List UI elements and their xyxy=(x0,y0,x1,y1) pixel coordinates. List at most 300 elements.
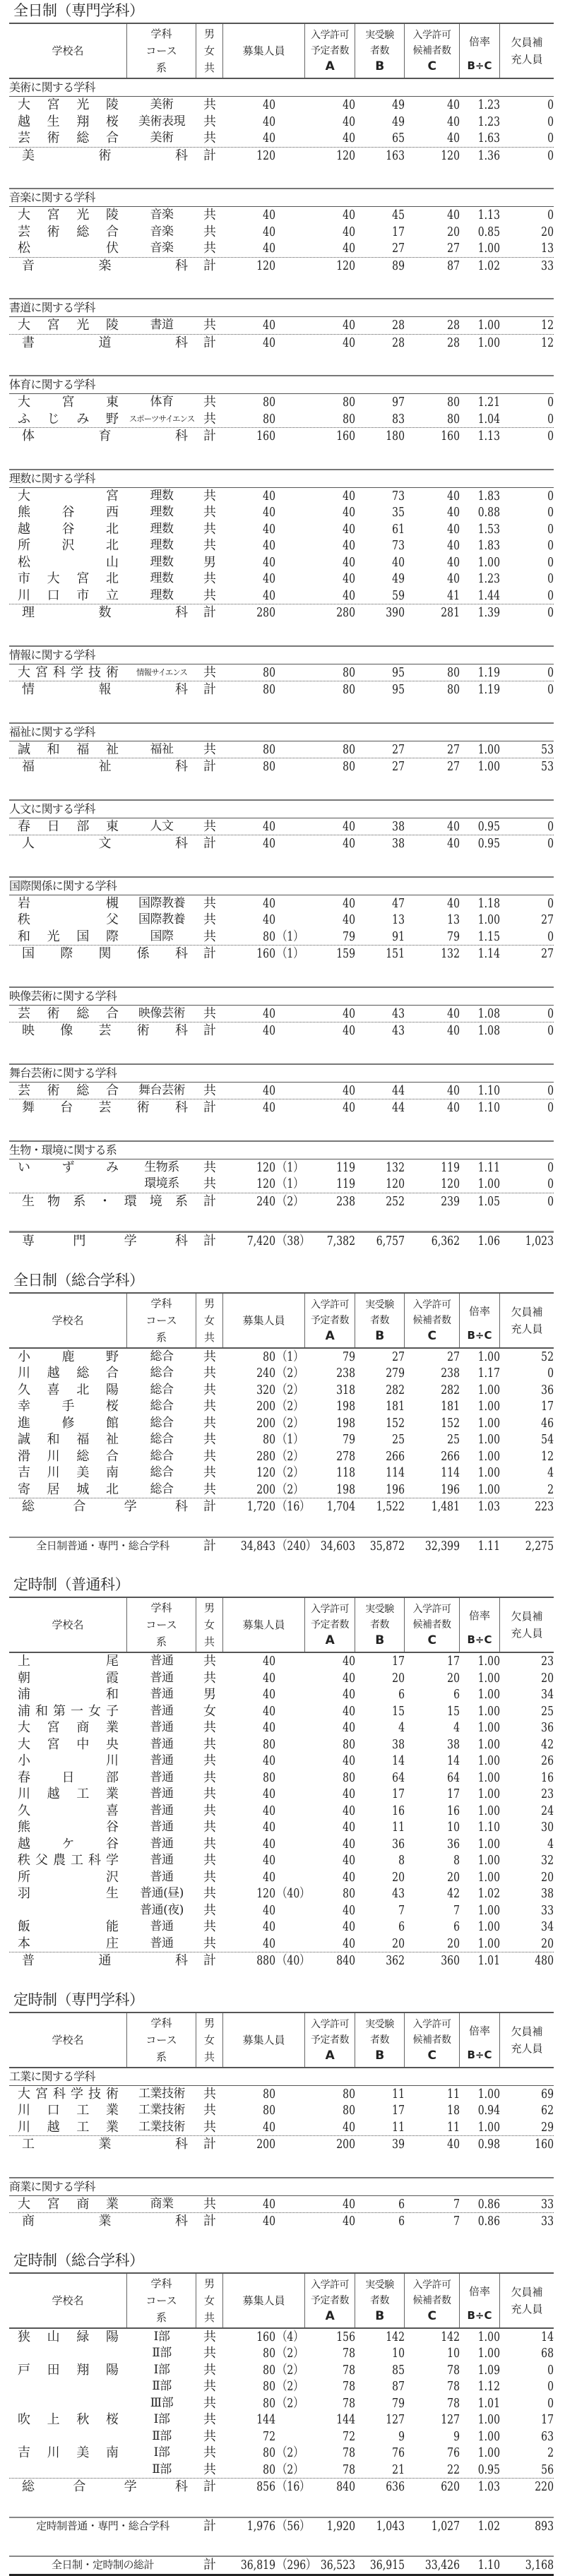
recruit-cell: 200 xyxy=(256,1415,275,1431)
table-row xyxy=(9,2462,554,2479)
course-cell: 普通 xyxy=(150,1919,174,1933)
school-name-char: 吉 xyxy=(18,2445,30,2460)
c-cell: 17 xyxy=(447,1787,460,1801)
school-name-char: 松 xyxy=(18,554,30,570)
ratio-cell: 1.00 xyxy=(477,1853,500,1868)
course-cell: 総合 xyxy=(150,1382,174,1397)
withheld-cell: （40） xyxy=(277,1886,310,1901)
c-cell: 40 xyxy=(447,571,460,586)
school-name xyxy=(9,2345,127,2362)
vac-cell: 0 xyxy=(547,1159,554,1175)
total-label-text: 全日制普通・専門・総合学科 xyxy=(36,1539,170,1552)
course-cell: 音楽 xyxy=(150,224,174,239)
ratio-cell: 1.17 xyxy=(477,1366,500,1381)
c-cell: 40 xyxy=(447,521,460,537)
withheld-cell xyxy=(275,240,299,257)
withheld-cell xyxy=(275,2086,299,2103)
school-name-char: 科 xyxy=(175,148,188,163)
kei-cell: 計 xyxy=(203,1499,216,1514)
school-name-char: 大 xyxy=(18,1720,30,1735)
total-label-text: 定時制普通・専門・総合学科 xyxy=(36,2519,170,2532)
b-cell: 49 xyxy=(392,97,405,112)
b-cell: 39 xyxy=(392,2137,405,2152)
c-cell: 40 xyxy=(447,538,460,553)
withheld-cell xyxy=(275,335,299,352)
header-recruit: 募集人員 xyxy=(223,24,305,78)
c-cell: 13 xyxy=(447,912,460,927)
b-cell: 4 xyxy=(398,1720,405,1735)
c-cell: 27 xyxy=(447,741,460,757)
school-name-char: 陽 xyxy=(105,2329,119,2344)
course-cell: 普通 xyxy=(150,1703,174,1718)
vac-cell: 0 xyxy=(547,148,554,163)
withheld-cell xyxy=(275,1099,299,1116)
total-row xyxy=(9,1537,554,1555)
c-cell: 28 xyxy=(447,318,460,333)
kei-cell: 計 xyxy=(203,1953,216,1968)
total-label xyxy=(9,258,196,275)
school-name-char: 和 xyxy=(18,929,30,944)
recruit-cell: 7,420 xyxy=(246,1234,275,1248)
withheld-cell xyxy=(275,428,299,445)
header-course: 学科 コース 系 xyxy=(127,1294,196,1347)
kei-cell: 計 xyxy=(203,148,216,163)
withheld-cell: （2） xyxy=(277,2395,304,2411)
school-name xyxy=(9,2428,127,2445)
total-row xyxy=(9,2478,554,2496)
school-name xyxy=(9,741,127,758)
school-name-char: 霞 xyxy=(106,1670,119,1686)
school-name-char: 川 xyxy=(106,1753,119,1768)
table-row xyxy=(9,1448,554,1465)
ratio-cell: 1.21 xyxy=(477,395,500,410)
school-name xyxy=(9,818,127,835)
table-row xyxy=(9,2395,554,2412)
school-name xyxy=(9,1415,127,1432)
withheld-cell: （296） xyxy=(277,2558,316,2572)
school-name xyxy=(9,554,127,571)
withheld-cell xyxy=(275,588,299,604)
vac-cell: 16 xyxy=(541,1770,554,1785)
withheld-cell: （1） xyxy=(277,1159,304,1175)
vac-cell: 33 xyxy=(541,2196,554,2212)
table-row xyxy=(9,2445,554,2462)
c-cell: 80 xyxy=(447,411,460,427)
vac-cell: 2 xyxy=(547,1481,554,1497)
withheld-cell: （1） xyxy=(277,946,304,961)
school-name xyxy=(9,1803,127,1820)
school-name-char: 幸 xyxy=(18,1399,30,1414)
withheld-cell: （2） xyxy=(277,1382,304,1397)
a-cell: 40 xyxy=(343,1100,355,1115)
school-name-char: 科 xyxy=(175,1100,188,1115)
recruit-cell: 36,819 xyxy=(240,2558,275,2572)
sex-cell: 共 xyxy=(203,395,216,410)
table-row xyxy=(9,1653,554,1670)
b-cell: 85 xyxy=(392,2362,405,2378)
school-name-char: 美 xyxy=(76,2445,90,2460)
a-cell: 80 xyxy=(343,1770,355,1785)
school-name-char: 川 xyxy=(47,1448,60,1464)
header-sex: 男 女 共 xyxy=(196,2013,223,2067)
vac-cell: 52 xyxy=(541,1349,554,1364)
table-row xyxy=(9,1919,554,1936)
b-cell: 390 xyxy=(386,605,405,620)
header-a: 入学許可 予定者数 A xyxy=(305,1294,355,1347)
a-cell: 80 xyxy=(343,395,355,410)
course-cell: Ⅱ部 xyxy=(152,2462,172,2476)
school-name xyxy=(9,895,127,912)
header-ratio: 倍率 B÷C xyxy=(460,2013,500,2067)
vac-cell: 32 xyxy=(541,1853,554,1868)
a-cell: 40 xyxy=(343,1670,355,1686)
recruit-cell: 40 xyxy=(263,818,275,834)
total-label xyxy=(9,2213,196,2230)
a-cell: 1,704 xyxy=(326,1499,355,1514)
sex-cell: 共 xyxy=(203,588,216,603)
school-name-char: 宮 xyxy=(47,208,60,222)
school-name-char: 合 xyxy=(73,1499,86,1514)
school-name-char: 術 xyxy=(136,1023,150,1038)
c-cell: 17 xyxy=(447,1654,460,1669)
c-cell: 40 xyxy=(447,895,460,911)
ratio-cell: 1.83 xyxy=(477,538,500,553)
school-name-char: 科 xyxy=(175,836,188,851)
school-name xyxy=(9,1869,127,1886)
sex-cell: 共 xyxy=(203,1869,216,1885)
school-name xyxy=(9,1233,196,1250)
course-cell: 普通(夜) xyxy=(140,1902,184,1917)
ratio-cell: 1.63 xyxy=(477,131,500,145)
school-name-char: 大 xyxy=(18,395,30,410)
school-name-char: 工 xyxy=(76,1787,90,1801)
recruit-cell: 40 xyxy=(263,241,275,256)
school-name-char: 沢 xyxy=(61,538,75,553)
school-name-char: 専 xyxy=(22,1234,35,1248)
sex-cell: 共 xyxy=(203,664,216,680)
course-cell: 普通 xyxy=(150,1936,174,1950)
header-a: 入学許可 予定者数 A xyxy=(305,2013,355,2067)
table-row xyxy=(9,1703,554,1720)
c-cell: 40 xyxy=(447,1083,460,1098)
b-cell: 43 xyxy=(392,1886,405,1901)
course-cell: Ⅱ部 xyxy=(152,2428,172,2443)
vac-cell: 17 xyxy=(541,2412,554,2427)
school-name xyxy=(9,148,196,165)
a-cell: 40 xyxy=(343,1720,355,1735)
ratio-cell: 1.00 xyxy=(477,1936,500,1951)
school-name-char: 科 xyxy=(174,1499,188,1514)
c-cell: 120 xyxy=(441,148,460,163)
recruit-cell: 40 xyxy=(263,1869,275,1885)
school-name-char: じ xyxy=(47,411,60,427)
school-name-char: 北 xyxy=(105,1481,119,1497)
school-name-char: 美 xyxy=(76,1465,90,1480)
ratio-cell: 1.02 xyxy=(477,2518,500,2534)
school-name-char: 桜 xyxy=(105,2412,119,2427)
school-name-char: 合 xyxy=(105,131,119,145)
c-cell: 7 xyxy=(453,2196,460,2212)
school-name-char: 科 xyxy=(175,605,188,620)
course-cell: 音楽 xyxy=(150,208,174,222)
b-cell: 38 xyxy=(392,836,405,851)
course-cell: 工業技術 xyxy=(138,2119,185,2134)
a-cell: 40 xyxy=(343,571,355,586)
sex-cell: 共 xyxy=(203,1415,216,1431)
a-cell: 34,603 xyxy=(320,1538,355,1554)
section xyxy=(9,876,554,962)
course-cell: 普通 xyxy=(150,1687,174,1701)
vac-cell: 0 xyxy=(547,818,554,834)
school-name xyxy=(9,97,127,114)
school-name-char: 台 xyxy=(60,1100,73,1115)
vac-cell: 36 xyxy=(541,1720,554,1735)
ratio-cell: 1.00 xyxy=(477,1399,500,1414)
a-cell: 78 xyxy=(343,2362,355,2378)
school-name-char: 部 xyxy=(106,1770,119,1785)
school-name xyxy=(9,1083,127,1099)
school-name-char: 体 xyxy=(22,429,35,443)
school-name-char: 報 xyxy=(98,682,112,697)
sex-cell: 共 xyxy=(203,224,216,239)
recruit-cell: 40 xyxy=(263,1006,275,1021)
part-title: 定時制（総合学科） xyxy=(13,2251,144,2269)
recruit-cell: 40 xyxy=(263,836,275,851)
withheld-cell xyxy=(275,758,299,775)
withheld-cell xyxy=(275,488,299,505)
vac-cell: 0 xyxy=(547,1100,554,1115)
header-a: 入学許可 予定者数 A xyxy=(305,2274,355,2327)
a-cell: 40 xyxy=(343,97,355,112)
section xyxy=(9,2068,554,2153)
recruit-cell: 40 xyxy=(263,1083,275,1098)
table-row xyxy=(9,97,554,114)
table-row xyxy=(9,537,554,554)
a-cell: 119 xyxy=(336,1176,355,1191)
school-name-char: 南 xyxy=(105,1465,119,1480)
school-name xyxy=(9,1349,127,1366)
header-b: 実受験 者数 B xyxy=(355,2013,405,2067)
school-name-char: 宮 xyxy=(106,488,119,503)
ratio-cell: 1.00 xyxy=(477,1919,500,1934)
recruit-cell: 120 xyxy=(256,148,275,163)
school-name-char: 科 xyxy=(175,759,188,774)
recruit-cell: 80 xyxy=(263,2395,275,2411)
withheld-cell xyxy=(275,317,299,334)
school-name xyxy=(9,588,127,604)
school-name-char: 環 xyxy=(124,1193,137,1209)
school-name-char: 市 xyxy=(76,588,90,603)
school-name-char: 野 xyxy=(105,411,119,427)
school-name-char: 大 xyxy=(18,2196,30,2212)
school-name xyxy=(9,1786,127,1803)
ratio-cell: 1.02 xyxy=(477,258,500,273)
recruit-cell: 120 xyxy=(256,1886,275,1901)
a-cell: 40 xyxy=(343,1753,355,1768)
school-name-char: 科 xyxy=(175,2137,188,2152)
a-cell: 200 xyxy=(336,2137,355,2152)
section-label: 生物・環境に関する系 xyxy=(9,1140,554,1159)
school-name xyxy=(9,2196,127,2213)
c-cell: 40 xyxy=(447,2137,460,2152)
b-cell: 27 xyxy=(392,1349,405,1364)
vac-cell: 12 xyxy=(541,1448,554,1464)
ratio-cell: 1.14 xyxy=(477,946,500,961)
school-name-char: 鹿 xyxy=(61,1349,75,1364)
table-row xyxy=(9,2119,554,2136)
header-recruit: 募集人員 xyxy=(223,1598,305,1652)
school-name-char: 陵 xyxy=(105,208,119,222)
school-name xyxy=(9,240,127,257)
table-row xyxy=(9,1852,554,1869)
course-cell: 環境系 xyxy=(144,1176,179,1191)
c-cell: 87 xyxy=(447,258,460,273)
c-cell: 14 xyxy=(447,1753,460,1768)
table-row xyxy=(9,2362,554,2379)
school-name-char: 翔 xyxy=(76,114,90,129)
header-ratio: 倍率 B÷C xyxy=(460,2274,500,2327)
school-name-char: 谷 xyxy=(61,521,75,537)
vac-cell: 0 xyxy=(547,1193,554,1209)
c-cell: 6,362 xyxy=(431,1234,460,1248)
b-cell: 151 xyxy=(386,946,405,961)
sex-cell: 共 xyxy=(203,1936,216,1951)
school-name-char: 口 xyxy=(47,588,60,603)
school-name-char: 小 xyxy=(18,1753,30,1768)
header-vacancy: 欠員補 充人員 xyxy=(511,1305,543,1335)
section-label: 音楽に関する学科 xyxy=(9,188,554,207)
school-name-char: 生 xyxy=(47,114,60,129)
school-name-char: 居 xyxy=(47,1481,60,1497)
c-cell: 28 xyxy=(447,335,460,350)
table-row xyxy=(9,912,554,929)
b-cell: 36 xyxy=(392,1836,405,1852)
school-name-char: 久 xyxy=(18,1382,30,1397)
recruit-cell: 200 xyxy=(256,1399,275,1414)
b-cell: 35 xyxy=(392,505,405,520)
school-name-char: ケ xyxy=(61,1836,75,1852)
b-cell: 13 xyxy=(392,912,405,927)
school-name-char: 大 xyxy=(18,1736,30,1752)
c-cell: 40 xyxy=(447,1100,460,1115)
a-cell: 840 xyxy=(336,1953,355,1968)
recruit-cell: 40 xyxy=(263,1836,275,1852)
withheld-cell: （2） xyxy=(277,2362,304,2378)
c-cell: 27 xyxy=(447,1349,460,1364)
withheld-cell xyxy=(275,1803,299,1820)
school-name-char: 所 xyxy=(18,538,30,553)
section xyxy=(9,469,554,621)
total-label xyxy=(9,335,196,352)
school-name-char: 川 xyxy=(18,1366,30,1381)
school-name-char: 総 xyxy=(22,2479,35,2494)
vac-cell: 160 xyxy=(535,2137,554,2152)
c-cell: 10 xyxy=(447,1820,460,1835)
withheld-cell: （1） xyxy=(277,1432,304,1447)
c-cell: 6 xyxy=(453,1919,460,1934)
withheld-cell xyxy=(275,224,299,241)
a-cell: 79 xyxy=(343,1349,355,1364)
b-cell: 6 xyxy=(398,1687,405,1702)
recruit-cell: 40 xyxy=(263,2214,275,2229)
sex-cell: 共 xyxy=(203,571,216,586)
c-cell: 41 xyxy=(447,588,460,603)
total-row xyxy=(9,334,554,352)
header-sex: 男 女 共 xyxy=(196,1294,223,1347)
kei-cell: 計 xyxy=(203,2214,216,2229)
school-name-char: 合 xyxy=(73,2479,86,2494)
a-cell: 238 xyxy=(336,1193,355,1209)
withheld-cell: （2） xyxy=(277,1366,304,1381)
course-cell: 理数 xyxy=(150,588,174,602)
school-name-char: 国 xyxy=(22,946,35,961)
c-cell: 80 xyxy=(447,682,460,697)
school-name xyxy=(9,2086,127,2103)
c-cell: 80 xyxy=(447,395,460,410)
table-row xyxy=(9,2196,554,2213)
school-name xyxy=(9,2362,127,2379)
withheld-cell xyxy=(275,1653,299,1670)
c-cell: 78 xyxy=(447,2362,460,2378)
a-cell: 120 xyxy=(336,148,355,163)
kei-cell: 計 xyxy=(203,946,216,961)
school-name-char: 通 xyxy=(98,1953,112,1968)
vac-cell: 27 xyxy=(541,912,554,927)
school-name-char: 桜 xyxy=(105,114,119,129)
ratio-cell: 1.13 xyxy=(477,429,500,443)
recruit-cell: 280 xyxy=(256,1448,275,1464)
header-b: 実受験 者数 B xyxy=(355,2274,405,2327)
sex-cell: 共 xyxy=(203,1382,216,1397)
sex-cell: 共 xyxy=(203,1006,216,1021)
withheld-cell xyxy=(275,1686,299,1703)
ratio-cell: 1.12 xyxy=(477,2379,500,2394)
total-label xyxy=(9,2518,196,2535)
kei-cell: 計 xyxy=(203,836,216,851)
withheld-cell xyxy=(275,1902,299,1919)
recruit-cell: 144 xyxy=(256,2412,275,2427)
withheld-cell: （2） xyxy=(277,1399,304,1414)
header-c: 入学許可 候補者数 C xyxy=(405,1294,460,1347)
b-cell: 279 xyxy=(386,1366,405,1381)
course-cell: 総合 xyxy=(150,1465,174,1479)
withheld-cell xyxy=(275,411,299,428)
ratio-cell: 1.00 xyxy=(477,1753,500,1768)
recruit-cell: 40 xyxy=(263,1902,275,1918)
a-cell: 40 xyxy=(343,1820,355,1835)
c-cell: 42 xyxy=(447,1886,460,1901)
school-name-char: み xyxy=(76,411,90,427)
a-cell: 40 xyxy=(343,1006,355,1021)
sex-cell: 共 xyxy=(203,2103,216,2118)
ratio-cell: 1.39 xyxy=(477,605,500,620)
vac-cell: 12 xyxy=(541,335,554,350)
recruit-cell: 34,843 xyxy=(240,1538,275,1554)
course-cell: 国際 xyxy=(150,929,174,943)
c-cell: 119 xyxy=(441,1159,460,1175)
school-name xyxy=(9,1006,127,1022)
school-name xyxy=(9,2213,196,2230)
school-name-char: 越 xyxy=(18,1836,30,1852)
school-name-char: 本 xyxy=(18,1936,30,1951)
school-name xyxy=(9,2445,127,2462)
school-name-char: 日 xyxy=(61,1770,75,1785)
school-name xyxy=(9,1193,196,1210)
ratio-cell: 1.00 xyxy=(477,1670,500,1686)
ratio-cell: 1.00 xyxy=(477,1415,500,1431)
recruit-cell: 40 xyxy=(263,208,275,222)
sex-cell: 共 xyxy=(203,1720,216,1735)
